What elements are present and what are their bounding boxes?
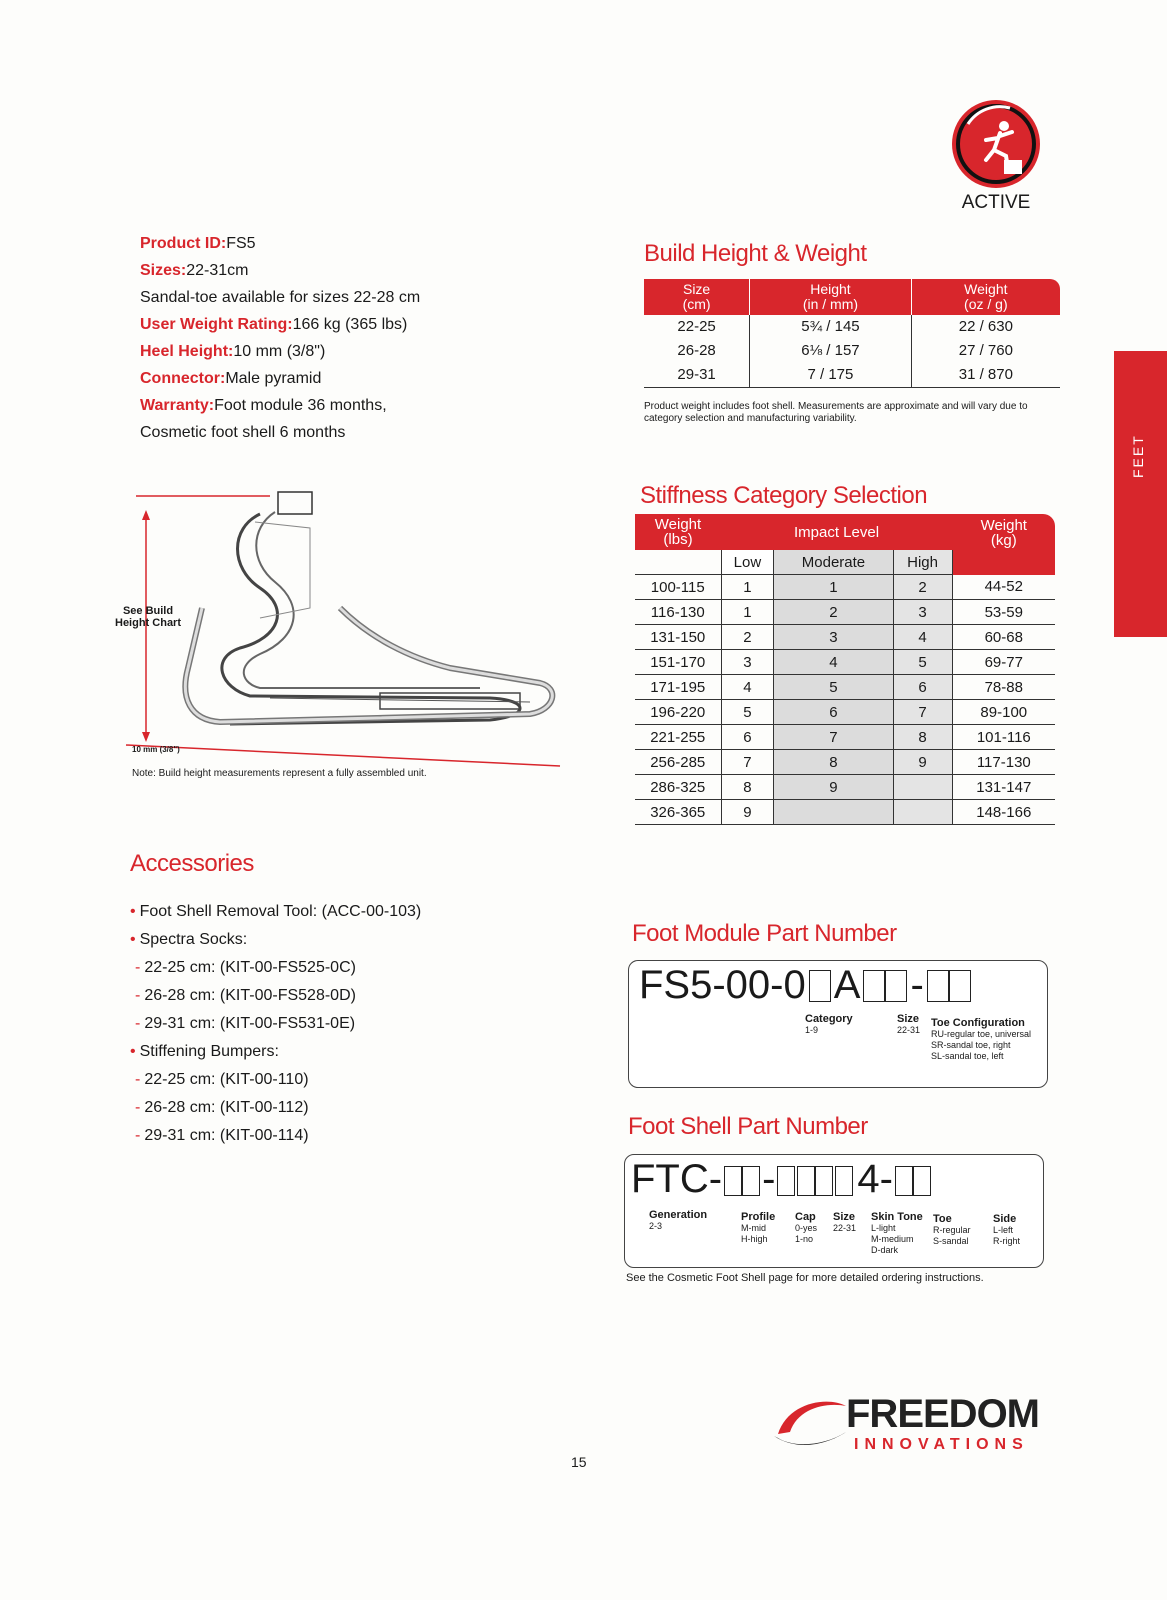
cell: 6⅛ / 157 (750, 339, 911, 363)
list-item (130, 954, 421, 982)
badge-label: ACTIVE (961, 192, 1031, 213)
swoosh-icon (768, 1394, 848, 1454)
page-number: 15 (571, 1454, 587, 1470)
list-item (130, 1010, 421, 1038)
profile-box-1 (724, 1166, 742, 1196)
heel-height-callout: 10 mm (3/8") (132, 745, 180, 754)
list-text: Foot Shell Removal Tool: (ACC-00-103) (139, 903, 422, 920)
cell: 9 (774, 775, 893, 800)
foot-shell-part-number (624, 1154, 1044, 1268)
cell: 8 (774, 750, 893, 775)
list-item (130, 1038, 421, 1066)
list-text: 29-31 cm: (KIT-00-FS531-0E) (144, 1015, 356, 1032)
cell: 5¾ / 145 (750, 315, 911, 339)
toe-box-1 (927, 970, 949, 1002)
table-row (635, 750, 1055, 775)
cell: 89-100 (952, 700, 1055, 725)
callout-line-2: Height Chart (115, 617, 181, 629)
list-text: 26-28 cm: (KIT-00-FS528-0D) (144, 987, 356, 1004)
cell: 100-115 (635, 575, 721, 600)
size-legend: Size 22-31 (833, 1211, 857, 1233)
weight-rating-label: User Weight Rating: (140, 316, 293, 333)
cell: 60-68 (952, 625, 1055, 650)
side-box (913, 1166, 931, 1196)
foot-diagram (110, 488, 570, 788)
cell: 196-220 (635, 700, 721, 725)
cell: 256-285 (635, 750, 721, 775)
cell: 7 (721, 750, 774, 775)
list-text: 29-31 cm: (KIT-00-114) (144, 1127, 309, 1144)
build-note: Product weight includes foot shell. Measurements are approximate and will vary due to category selection and manufacturing variability. (644, 401, 1028, 424)
list-item (130, 1066, 421, 1094)
table-row (635, 575, 1055, 600)
cell: 2 (774, 600, 893, 625)
active-badge (948, 98, 1044, 214)
profile-box-2 (742, 1166, 760, 1196)
table-row (644, 315, 1060, 339)
cell: 78-88 (952, 675, 1055, 700)
col-moderate: Moderate (774, 550, 893, 575)
section-tab-label: FEET (1130, 434, 1146, 478)
list-bullet: • (130, 1043, 136, 1060)
cell: 26-28 (644, 339, 750, 363)
cell: 6 (893, 675, 952, 700)
category-box (809, 970, 831, 1002)
cell: 6 (721, 725, 774, 750)
stiffness-title: Stiffness Category Selection (640, 482, 928, 509)
connector-label: Connector: (140, 370, 226, 387)
diagram-note: Note: Build height measurements represent a fully assembled unit. (132, 768, 427, 779)
list-item (130, 1122, 421, 1150)
cell: 6 (774, 700, 893, 725)
list-bullet: - (135, 959, 141, 976)
foot-shell-title: Foot Shell Part Number (628, 1113, 868, 1140)
col-weight-kg: Weight (kg) (952, 514, 1055, 575)
size-box-2 (815, 1166, 833, 1196)
col-low: Low (721, 550, 774, 575)
cell: 221-255 (635, 725, 721, 750)
cell: 7 (774, 725, 893, 750)
build-title: Build Height & Weight (644, 240, 867, 267)
foot-shell-code: FTC- - 4- (631, 1157, 931, 1202)
list-item (130, 926, 421, 954)
list-text: 26-28 cm: (KIT-00-112) (144, 1099, 309, 1116)
list-item (130, 898, 421, 926)
logo-sub: INNOVATIONS (854, 1436, 1029, 1453)
list-text: 22-25 cm: (KIT-00-110) (144, 1071, 309, 1088)
cell: 101-116 (952, 725, 1055, 750)
cell: 131-150 (635, 625, 721, 650)
table-row (635, 800, 1055, 825)
cell: 27 / 760 (958, 342, 1013, 359)
product-id: FS5 (226, 235, 256, 252)
cell (893, 775, 952, 800)
skin-tone-legend: Skin Tone L-light M-medium D-dark (871, 1211, 923, 1255)
cap-box (777, 1166, 795, 1196)
table-header-row (635, 514, 1055, 550)
cell: 4 (721, 675, 774, 700)
skin-tone-box (835, 1166, 853, 1196)
list-bullet: - (135, 1071, 141, 1088)
warranty-label: Warranty: (140, 397, 215, 414)
cell: 4 (893, 625, 952, 650)
cell: 8 (893, 725, 952, 750)
table-row (635, 625, 1055, 650)
table-row (635, 725, 1055, 750)
cell: 3 (893, 600, 952, 625)
list-text: Stiffening Bumpers: (139, 1043, 279, 1060)
cell: 44-52 (952, 575, 1055, 600)
table-row (635, 650, 1055, 675)
toe-config-legend: Toe Configuration RU-regular toe, universal SR-sandal toe, right SL-sandal toe, left (931, 1017, 1032, 1061)
sizes: 22-31cm (186, 262, 249, 279)
cell (893, 800, 952, 825)
cell: 53-59 (952, 600, 1055, 625)
foot-module-code: FS5-00-0 A - (639, 963, 971, 1008)
callout-line-1: See Build (122, 605, 174, 617)
cell: 5 (774, 675, 893, 700)
cell: 286-325 (635, 775, 721, 800)
toe-box (895, 1166, 913, 1196)
cell: 2 (893, 575, 952, 600)
sandal-note: Sandal-toe available for sizes 22-28 cm (140, 289, 421, 306)
col-high: High (893, 550, 952, 575)
connector: Male pyramid (225, 370, 322, 387)
table-row (635, 700, 1055, 725)
table-row (635, 775, 1055, 800)
table-row (635, 600, 1055, 625)
product-specs (140, 230, 420, 446)
section-tab (1114, 351, 1167, 637)
size-box-2 (885, 970, 907, 1002)
toe-legend: Toe R-regular S-sandal (933, 1213, 971, 1246)
col-impact-level: Impact Level (721, 514, 952, 550)
table-row (644, 363, 1060, 388)
cell: 148-166 (952, 800, 1055, 825)
cap-legend: Cap 0-yes 1-no (795, 1211, 818, 1244)
cell: 171-195 (635, 675, 721, 700)
foot-shell-note: See the Cosmetic Foot Shell page for more detailed ordering instructions. (626, 1272, 984, 1284)
list-text: 22-25 cm: (KIT-00-FS525-0C) (144, 959, 356, 976)
cell: 9 (893, 750, 952, 775)
size-box-1 (863, 970, 885, 1002)
cell: 116-130 (635, 600, 721, 625)
foot-module-title: Foot Module Part Number (632, 920, 897, 947)
accessories-list (130, 898, 421, 1150)
list-bullet: • (130, 931, 136, 948)
warranty-2: Cosmetic foot shell 6 months (140, 424, 346, 441)
col-size: Size (cm) (644, 279, 750, 315)
build-height-callout (110, 605, 186, 629)
list-text: Spectra Socks: (139, 931, 248, 948)
product-id-label: Product ID: (140, 235, 227, 252)
list-item (130, 982, 421, 1010)
heel-height: 10 mm (3/8") (233, 343, 326, 360)
cell: 131-147 (952, 775, 1055, 800)
cell: 151-170 (635, 650, 721, 675)
cell: 5 (893, 650, 952, 675)
cell: 7 (893, 700, 952, 725)
cell: 326-365 (635, 800, 721, 825)
cell: 117-130 (952, 750, 1055, 775)
cell: 5 (721, 700, 774, 725)
cell: 31 / 870 (911, 363, 1060, 388)
cell: 3 (774, 625, 893, 650)
list-bullet: - (135, 1127, 141, 1144)
cell: 3 (721, 650, 774, 675)
build-height-table (644, 279, 1060, 388)
foot-module-part-number (628, 960, 1048, 1088)
cell: 1 (721, 575, 774, 600)
logo-name: FREEDOM (846, 1392, 1039, 1436)
cell: 69-77 (952, 650, 1055, 675)
cell (774, 800, 893, 825)
generation-legend: Generation 2-3 (649, 1209, 708, 1231)
list-item (130, 1094, 421, 1122)
category-legend: Category 1-9 (805, 1013, 853, 1035)
list-bullet: - (135, 1015, 141, 1032)
list-bullet: - (135, 987, 141, 1004)
side-legend: Side L-left R-right (993, 1213, 1021, 1246)
size-box-1 (797, 1166, 815, 1196)
cell: 4 (774, 650, 893, 675)
stiffness-table (635, 514, 1055, 825)
toe-box-2 (949, 970, 971, 1002)
cell: 2 (721, 625, 774, 650)
size-legend: Size 22-31 (897, 1013, 921, 1035)
cell: 9 (721, 800, 774, 825)
cell: 7 / 175 (750, 363, 911, 388)
table-header-row (644, 279, 1060, 315)
accessories-title: Accessories (130, 850, 254, 877)
cell: 1 (721, 600, 774, 625)
table-row (644, 339, 1060, 363)
warranty-1: Foot module 36 months, (214, 397, 387, 414)
list-bullet: - (135, 1099, 141, 1116)
list-bullet: • (130, 903, 136, 920)
cell: 8 (721, 775, 774, 800)
cell: 29-31 (644, 363, 750, 388)
heel-height-label: Heel Height: (140, 343, 234, 360)
table-row (635, 675, 1055, 700)
freedom-innovations-logo (768, 1392, 1038, 1458)
climbing-person-icon (948, 98, 1044, 190)
col-height: Height (in / mm) (750, 279, 911, 315)
col-weight-lbs: Weight (lbs) (635, 514, 721, 550)
cell: 22-25 (644, 315, 750, 339)
sizes-label: Sizes: (140, 262, 187, 279)
cell: 1 (774, 575, 893, 600)
prosthetic-foot-drawing (110, 488, 570, 788)
cell: 22 / 630 (958, 318, 1013, 335)
profile-legend: Profile M-mid H-high (741, 1211, 776, 1244)
weight-rating: 166 kg (365 lbs) (292, 316, 408, 333)
col-weight: Weight (oz / g) (911, 279, 1060, 315)
